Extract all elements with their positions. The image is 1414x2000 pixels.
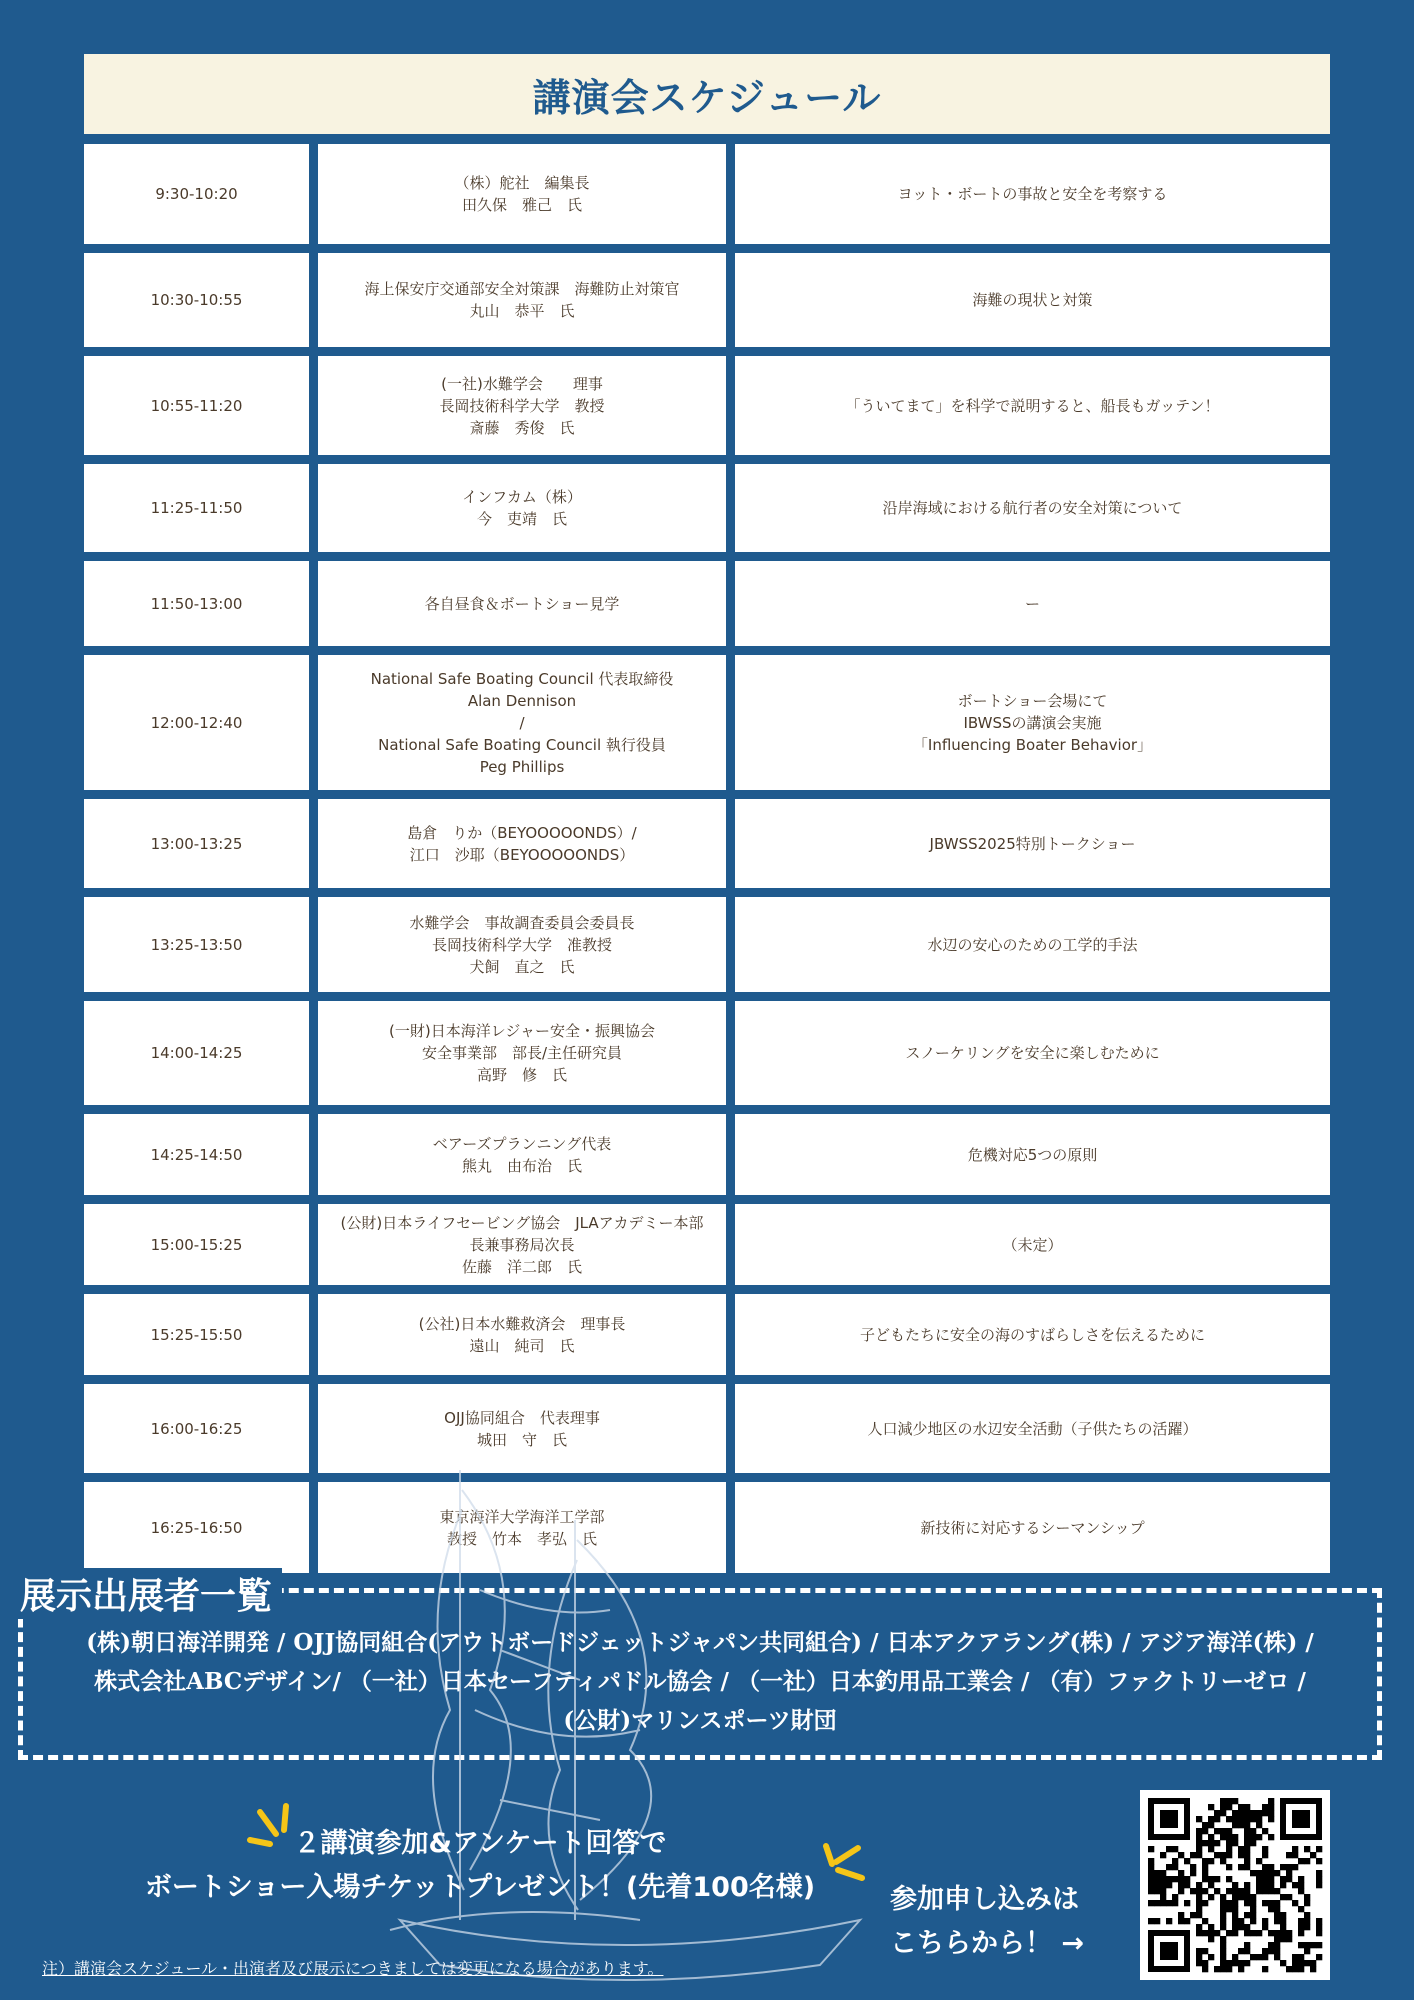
schedule-speaker: 島倉 りか（BEYOOOOONDS）/ 江口 沙耶（BEYOOOOONDS） [318,799,726,888]
schedule-time: 10:55-11:20 [84,356,309,455]
qr-code-icon[interactable] [1140,1790,1330,1980]
schedule-topic: 新技術に対応するシーマンシップ [735,1482,1330,1573]
schedule-topic: 水辺の安心のための工学的手法 [735,897,1330,992]
schedule-row [84,1482,1330,1573]
schedule-row [84,1294,1330,1375]
schedule-row [84,1114,1330,1195]
schedule-time: 11:25-11:50 [84,464,309,552]
schedule-speaker: インフカム（株） 今 吏靖 氏 [318,464,726,552]
schedule-row [84,1001,1330,1105]
schedule-speaker: National Safe Boating Council 代表取締役 Alan Dennison / National Safe Boating Council 執行役員 Peg Phillips [318,655,726,790]
schedule-row [84,561,1330,646]
promo-line-2: ボートショー入場チケットプレゼント！(先着100名様) [144,1872,816,1903]
schedule-speaker: （株）舵社 編集長 田久保 雅己 氏 [318,144,726,244]
schedule-time: 16:00-16:25 [84,1384,309,1473]
schedule-speaker: (一社)水難学会 理事 長岡技術科学大学 教授 斎藤 秀俊 氏 [318,356,726,455]
exhibitors-title: 展示出展者一覧 [18,1568,282,1619]
schedule-speaker: ベアーズプランニング代表 熊丸 由布治 氏 [318,1114,726,1195]
schedule-time: 10:30-10:55 [84,253,309,347]
page-title: 講演会スケジュール [532,75,882,120]
schedule-row [84,144,1330,244]
schedule-topic: 海難の現状と対策 [735,253,1330,347]
exhibitors-line: 株式会社ABCデザイン/ （一社）日本セーフティパドル協会 / （一社）日本釣用品工業会 / （有）ファクトリーゼロ / [94,1667,1306,1695]
schedule-speaker: 水難学会 事故調査委員会委員長 長岡技術科学大学 准教授 犬飼 直之 氏 [318,897,726,992]
schedule-table [84,144,1330,1582]
promo-text [100,1822,860,1910]
exhibitors-list [23,1609,1377,1740]
schedule-time: 9:30-10:20 [84,144,309,244]
schedule-time: 15:25-15:50 [84,1294,309,1375]
schedule-time: 13:00-13:25 [84,799,309,888]
schedule-row [84,655,1330,790]
schedule-row [84,1204,1330,1285]
schedule-speaker: (公財)日本ライフセービング協会 JLAアカデミー本部 長兼事務局次長 佐藤 洋二郎 氏 [318,1204,726,1285]
schedule-speaker: 各自昼食＆ボートショー見学 [318,561,726,646]
promo-line-1: ２講演参加&アンケート回答で [293,1828,667,1859]
exhibitors-line: (公財)マリンスポーツ財団 [563,1706,837,1734]
apply-link[interactable] [890,1878,1084,1966]
schedule-row [84,464,1330,552]
disclaimer-note: 注）講演会スケジュール・出演者及び展示につきましては変更になる場合があります。 [42,1959,664,1978]
schedule-topic: JBWSS2025特別トークショー [735,799,1330,888]
apply-line-2: こちらから！ → [890,1928,1085,1959]
schedule-row [84,897,1330,992]
schedule-topic: 人口減少地区の水辺安全活動（子供たちの活躍） [735,1384,1330,1473]
schedule-time: 13:25-13:50 [84,897,309,992]
schedule-time: 14:00-14:25 [84,1001,309,1105]
schedule-row [84,1384,1330,1473]
schedule-row [84,799,1330,888]
schedule-speaker: 海上保安庁交通部安全対策課 海難防止対策官 丸山 恭平 氏 [318,253,726,347]
schedule-topic: ボートショー会場にて IBWSSの講演会実施 「Influencing Boater Behavior」 [735,655,1330,790]
schedule-topic: （未定） [735,1204,1330,1285]
schedule-time: 14:25-14:50 [84,1114,309,1195]
schedule-speaker: OJJ協同組合 代表理事 城田 守 氏 [318,1384,726,1473]
schedule-topic: 危機対応5つの原則 [735,1114,1330,1195]
schedule-row [84,253,1330,347]
schedule-time: 15:00-15:25 [84,1204,309,1285]
schedule-topic: 沿岸海域における航行者の安全対策について [735,464,1330,552]
schedule-topic: ー [735,561,1330,646]
schedule-time: 11:50-13:00 [84,561,309,646]
schedule-row [84,356,1330,455]
schedule-speaker: (一財)日本海洋レジャー安全・振興協会 安全事業部 部長/主任研究員 高野 修 氏 [318,1001,726,1105]
schedule-title-bar [84,54,1330,134]
exhibitors-line: (株)朝日海洋開発 / OJJ協同組合(アウトボードジェットジャパン共同組合) / 日本アクアラング(株) / アジア海洋(株) / [86,1628,1314,1656]
apply-line-1: 参加申し込みは [890,1884,1079,1915]
schedule-topic: 子どもたちに安全の海のすばらしさを伝えるために [735,1294,1330,1375]
schedule-time: 12:00-12:40 [84,655,309,790]
schedule-topic: スノーケリングを安全に楽しむために [735,1001,1330,1105]
schedule-speaker: (公社)日本水難救済会 理事長 遠山 純司 氏 [318,1294,726,1375]
schedule-topic: ヨット・ボートの事故と安全を考察する [735,144,1330,244]
schedule-speaker: 東京海洋大学海洋工学部 教授 竹本 孝弘 氏 [318,1482,726,1573]
schedule-time: 16:25-16:50 [84,1482,309,1573]
schedule-topic: 「ういてまて」を科学で説明すると、船長もガッテン！ [735,356,1330,455]
